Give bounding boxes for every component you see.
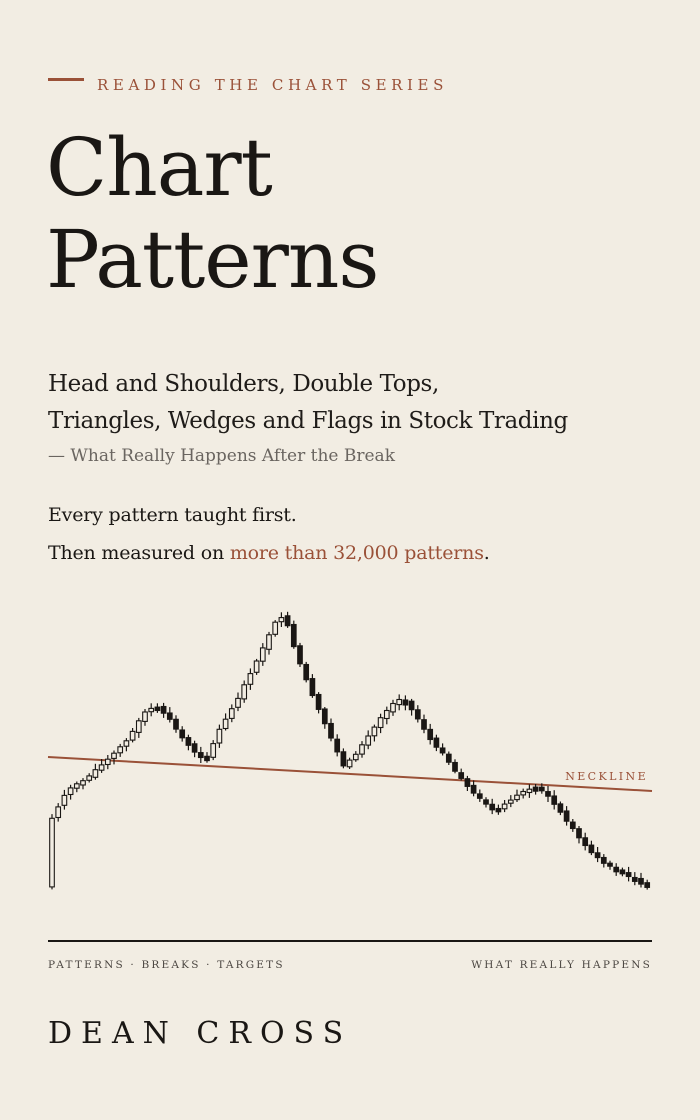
candle-down — [292, 625, 297, 647]
candle-down — [589, 845, 594, 853]
candle-down — [335, 739, 340, 752]
candle-up — [106, 759, 111, 764]
candle-up — [397, 700, 402, 705]
candle-down — [639, 879, 644, 885]
candle-down — [298, 646, 303, 664]
candle-down — [186, 738, 191, 746]
series-label: READING THE CHART SERIES — [97, 76, 448, 94]
candles — [50, 612, 650, 890]
candle-up — [372, 727, 377, 736]
footer-left-text: PATTERNS · BREAKS · TARGETS — [48, 959, 285, 971]
candle-down — [540, 787, 545, 791]
title-line-2: Patterns — [46, 213, 379, 306]
candle-up — [521, 792, 526, 795]
book-title — [46, 122, 378, 306]
candle-down — [571, 822, 576, 828]
series-accent-rule — [48, 78, 84, 81]
candle-up — [267, 635, 272, 650]
candle-down — [490, 804, 495, 810]
blurb-prefix: Then measured on — [48, 542, 230, 564]
candle-up — [273, 622, 278, 634]
candle-down — [316, 695, 321, 710]
candle-down — [323, 709, 328, 724]
candle-down — [558, 804, 563, 812]
candle-up — [360, 745, 365, 754]
candle-up — [223, 719, 228, 728]
candle-up — [242, 685, 247, 699]
candle-up — [261, 648, 266, 661]
candle-up — [230, 709, 235, 719]
candle-down — [484, 800, 489, 804]
candle-down — [459, 773, 464, 779]
candle-down — [620, 870, 625, 874]
candle-up — [366, 736, 371, 745]
candle-up — [68, 788, 73, 795]
candle-up — [56, 807, 61, 818]
candle-down — [192, 744, 197, 752]
candle-up — [87, 776, 92, 780]
candle-up — [217, 729, 222, 743]
candle-up — [248, 674, 253, 685]
candle-up — [527, 789, 532, 792]
candle-down — [633, 878, 638, 882]
blurb-accent: more than 32,000 patterns — [229, 542, 484, 564]
candle-down — [465, 779, 470, 787]
candle-down — [577, 829, 582, 838]
candle-up — [509, 800, 514, 803]
candle-down — [552, 796, 557, 804]
candle-up — [118, 747, 123, 753]
neckline-label: NECKLINE — [565, 770, 648, 783]
candle-up — [99, 765, 104, 770]
candle-down — [329, 724, 334, 739]
candle-up — [149, 708, 154, 711]
candle-down — [626, 873, 631, 877]
candle-down — [447, 754, 452, 762]
candle-down — [161, 707, 166, 714]
candle-down — [416, 710, 421, 719]
author-name: DEAN CROSS — [48, 1016, 353, 1051]
candle-up — [130, 731, 135, 740]
candle-up — [124, 741, 129, 746]
candle-up — [347, 760, 352, 767]
candle-up — [81, 781, 86, 785]
candle-down — [645, 883, 650, 888]
candle-down — [440, 748, 445, 753]
candle-down — [199, 753, 204, 758]
candle-up — [254, 661, 259, 672]
candle-down — [614, 867, 619, 872]
candle-down — [608, 863, 613, 866]
candle-down — [453, 763, 458, 772]
candle-up — [137, 721, 142, 733]
candle-down — [205, 756, 210, 760]
candle-down — [428, 729, 433, 739]
candle-up — [112, 753, 117, 758]
candle-up — [354, 754, 359, 759]
candle-down — [285, 616, 290, 626]
candle-down — [496, 809, 501, 812]
blurb — [48, 496, 490, 572]
candle-up — [50, 818, 55, 887]
candle-down — [602, 858, 607, 864]
subtitle-line-2: Triangles, Wedges and Flags in Stock Trading — [48, 408, 568, 434]
candle-up — [378, 718, 383, 728]
blurb-line-1: Every pattern taught first. — [48, 504, 297, 526]
candle-up — [211, 744, 216, 758]
candle-down — [564, 811, 569, 821]
footer-right-text: WHAT REALLY HAPPENS — [471, 959, 652, 971]
candle-up — [143, 712, 148, 721]
footer-rule — [48, 940, 652, 942]
candle-down — [595, 853, 600, 858]
candle-down — [174, 719, 179, 729]
book-subtitle — [48, 366, 568, 440]
candle-down — [434, 738, 439, 747]
candle-down — [168, 713, 173, 719]
subtitle-line-1: Head and Shoulders, Double Tops, — [48, 371, 439, 397]
blurb-suffix: . — [483, 542, 490, 564]
head-and-shoulders-illustration — [0, 590, 700, 910]
candle-down — [478, 794, 483, 798]
candle-down — [583, 838, 588, 846]
candle-down — [471, 785, 476, 793]
candle-up — [236, 698, 241, 707]
candle-up — [62, 795, 67, 805]
candle-up — [279, 618, 284, 622]
candle-up — [75, 784, 80, 788]
candle-up — [385, 711, 390, 719]
candle-down — [403, 700, 408, 705]
blurb-line-2 — [48, 534, 490, 572]
candle-up — [515, 795, 520, 799]
candle-down — [341, 752, 346, 766]
candle-down — [409, 701, 414, 710]
candle-down — [310, 679, 315, 696]
candle-down — [155, 707, 160, 710]
candle-down — [546, 792, 551, 797]
candle-up — [502, 804, 507, 809]
candle-down — [422, 720, 427, 730]
candle-up — [391, 704, 396, 712]
tagline: — What Really Happens After the Break — [48, 446, 395, 466]
candle-down — [304, 665, 309, 680]
title-line-1: Chart — [46, 121, 272, 214]
candle-up — [93, 770, 98, 778]
candle-down — [533, 787, 538, 791]
candle-down — [180, 730, 185, 738]
